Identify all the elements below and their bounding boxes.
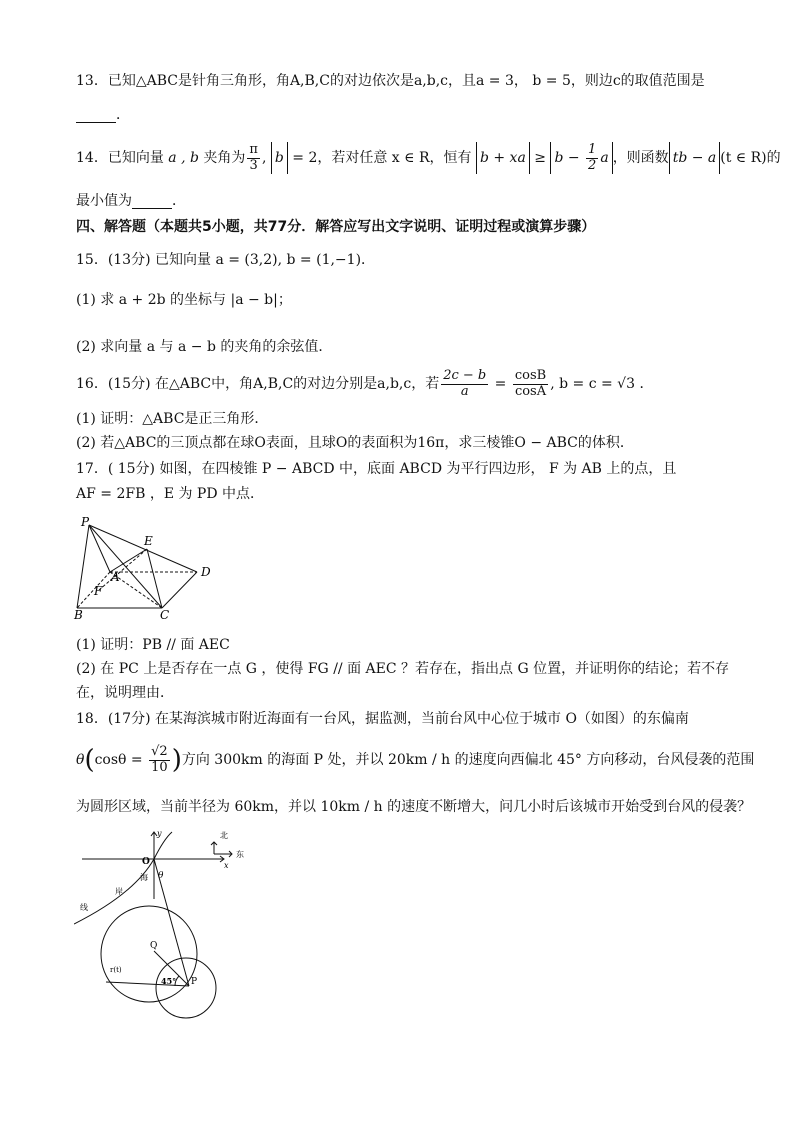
abs-b-half-a: b − $\frac{1}{2}$ a — [550, 142, 612, 174]
label-d: D — [201, 565, 211, 579]
answer-blank — [76, 108, 116, 123]
q15-part2: (2) 求向量 a 与 a − b 的夹角的余弦值． — [76, 339, 333, 355]
fraction-sqrt2-10: $\frac{√2}{10}$ — [151, 744, 168, 775]
fraction-2c-b-over-a: $\frac{2c - b}{a}$ — [443, 368, 487, 399]
label-q: Q — [150, 941, 158, 951]
label-o: O — [142, 857, 150, 867]
q18-line1: 18．(17分) 在某海滨城市附近海面有一台风，据监测，当前台风中心位于城市 O（如图）的东偏南 — [76, 711, 689, 727]
label-y: y — [157, 829, 162, 838]
fraction-pi-3: $\frac{\pi}{3}$ — [249, 142, 258, 173]
q16-part1: (1) 证明：△ABC是正三角形． — [76, 411, 269, 427]
q18-line3: 为圆形区域，当前半径为 60km，并以 10km / h 的速度不断增大，问几小时后该城市开始受到台风的侵袭？ — [76, 799, 752, 815]
label-x: x — [224, 861, 229, 870]
label-rt: r(t) — [110, 966, 122, 974]
label-c: C — [160, 608, 170, 620]
q15-intro: 15．(13分) 已知向量 a = (3,2), b = (1,−1)． — [76, 252, 376, 268]
typhoon-figure — [74, 824, 274, 1024]
label-hai: 海 — [140, 873, 148, 882]
q14-line1: 14．已知向量 a , b 夹角为 $\frac{\pi}{3}$ , b = 2，若对任意 x ∈ R，恒有 b + xa ≥ b − $\frac{1}{2}$ a ，则函数 tb − a (t ∈ R)的 — [76, 142, 781, 173]
fraction-cosb-over-cosa: $\frac{\cos B}{\cos A}$ — [514, 368, 547, 399]
q17-line2: AF = 2FB ，E 为 PD 中点． — [76, 486, 265, 502]
q17-part1: (1) 证明：PB // 面 AEC — [76, 637, 230, 653]
label-an: 岸 — [115, 887, 123, 896]
label-xian: 线 — [80, 903, 88, 912]
q18-line2: θ(cosθ = $\frac{√2}{10}$ )方向 300km 的海面 P 处，并以 20km / h 的速度向西偏北 45° 方向移动，台风侵袭的范围 — [76, 744, 755, 775]
q16-line1: 16．(15分) 在△ABC中，角A,B,C的对边分别是a,b,c，若 $\frac{2c - b}{a}$ = $\frac{\cos B}{\cos A}$ , b = c = √3 ． — [76, 368, 654, 399]
label-a: A — [111, 570, 120, 584]
q17-part2-line2: 在，说明理由． — [76, 685, 174, 701]
label-f: F — [94, 584, 103, 598]
label-p2: P — [191, 977, 198, 987]
abs-tb-a: tb − a — [669, 142, 721, 174]
q16-part2: (2) 若△ABC的三顶点都在球O表面，且球O的表面积为16π，求三棱锥O − ABC的体积． — [76, 435, 634, 451]
abs-b-xa: b + xa — [476, 142, 530, 174]
label-east: 东 — [236, 850, 244, 859]
q14-line2: 最小值为 ． — [76, 193, 186, 209]
abs-b: b — [271, 142, 288, 174]
q17-line1: 17．( 15分) 如图，在四棱锥 P − ABCD 中，底面 ABCD 为平行四边形， F 为 AB 上的点，且 — [76, 461, 677, 477]
label-b: B — [74, 608, 83, 620]
q13-line1: 13．已知△ABC是针角三角形，角A,B,C的对边依次是a,b,c，且a = 3， b = 5，则边c的取值范围是 — [76, 73, 705, 89]
q17-part2-line1: (2) 在 PC 上是否存在一点 G ，使得 FG // 面 AEC ？若存在，指出点 G 位置，并证明你的结论；若不存 — [76, 661, 730, 677]
label-e: E — [144, 534, 153, 548]
q13-line2: ． — [76, 108, 130, 123]
answer-blank — [132, 194, 172, 209]
label-north: 北 — [220, 831, 228, 840]
section-heading: 四、解答题（本题共5小题，共77分．解答应写出文字说明、证明过程或演算步骤） — [76, 219, 596, 235]
label-theta: θ — [158, 871, 164, 881]
label-p: P — [81, 515, 90, 529]
label-45: 45° — [161, 976, 177, 986]
pyramid-figure — [72, 515, 232, 620]
q15-part1: (1) 求 a + 2b 的坐标与 |a − b|； — [76, 292, 292, 308]
vector-a-b: a , b — [163, 150, 204, 166]
